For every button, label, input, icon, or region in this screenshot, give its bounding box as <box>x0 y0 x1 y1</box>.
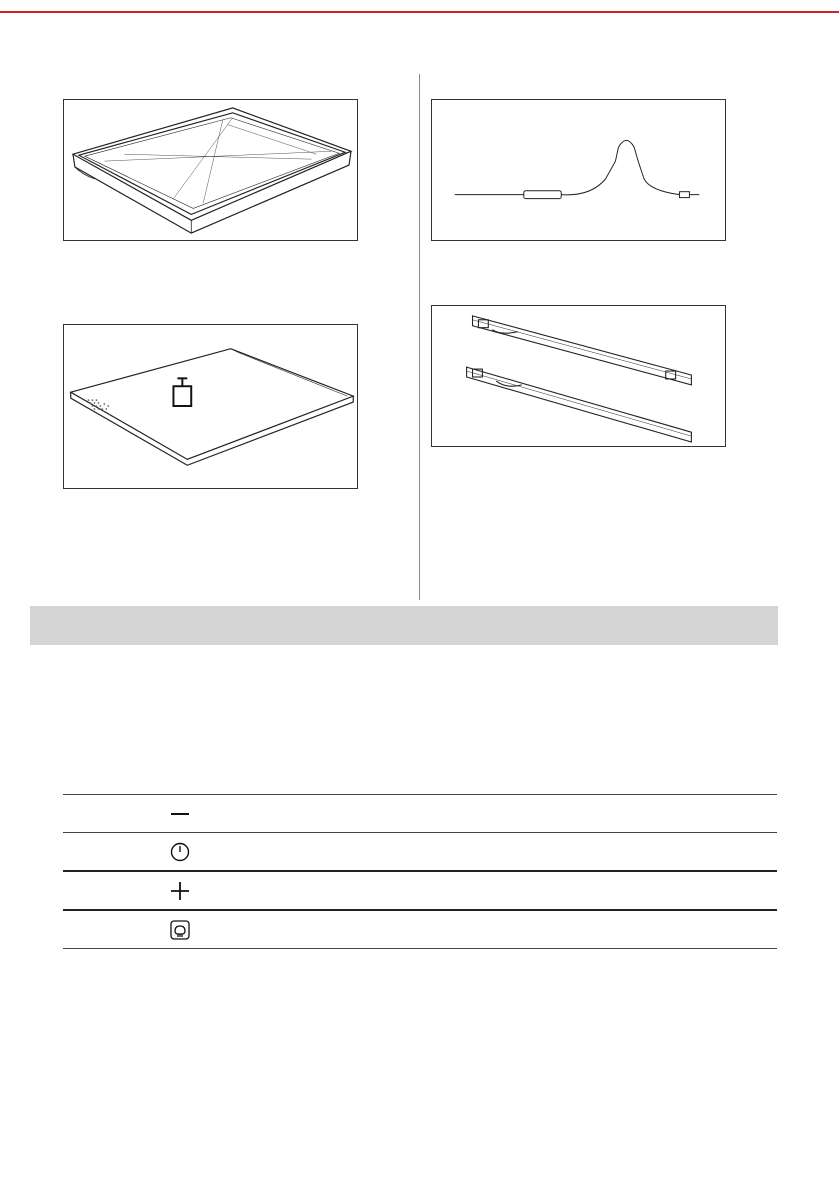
table-row <box>63 870 777 909</box>
section-header-band <box>30 606 778 645</box>
baking-tray-figure <box>63 99 358 241</box>
control-panel-table <box>63 794 777 949</box>
telescopic-runners-illustration <box>432 306 725 446</box>
steam-cleaning-icon <box>169 919 191 941</box>
table-row <box>63 909 777 949</box>
baking-sheet-figure <box>63 324 358 489</box>
column-divider <box>419 74 420 600</box>
telescopic-runners-figure <box>431 305 726 447</box>
minus-icon <box>169 803 191 825</box>
flat-baking-sheet-illustration <box>64 325 357 488</box>
table-row <box>63 794 777 832</box>
food-probe-illustration <box>432 100 725 240</box>
table-row <box>63 832 777 870</box>
plus-icon <box>169 880 191 902</box>
page-top-rule <box>0 0 839 2</box>
weight-symbol-icon <box>173 378 191 406</box>
clock-icon <box>169 841 191 863</box>
food-probe-figure <box>431 99 726 241</box>
deep-baking-tray-illustration <box>64 100 357 240</box>
